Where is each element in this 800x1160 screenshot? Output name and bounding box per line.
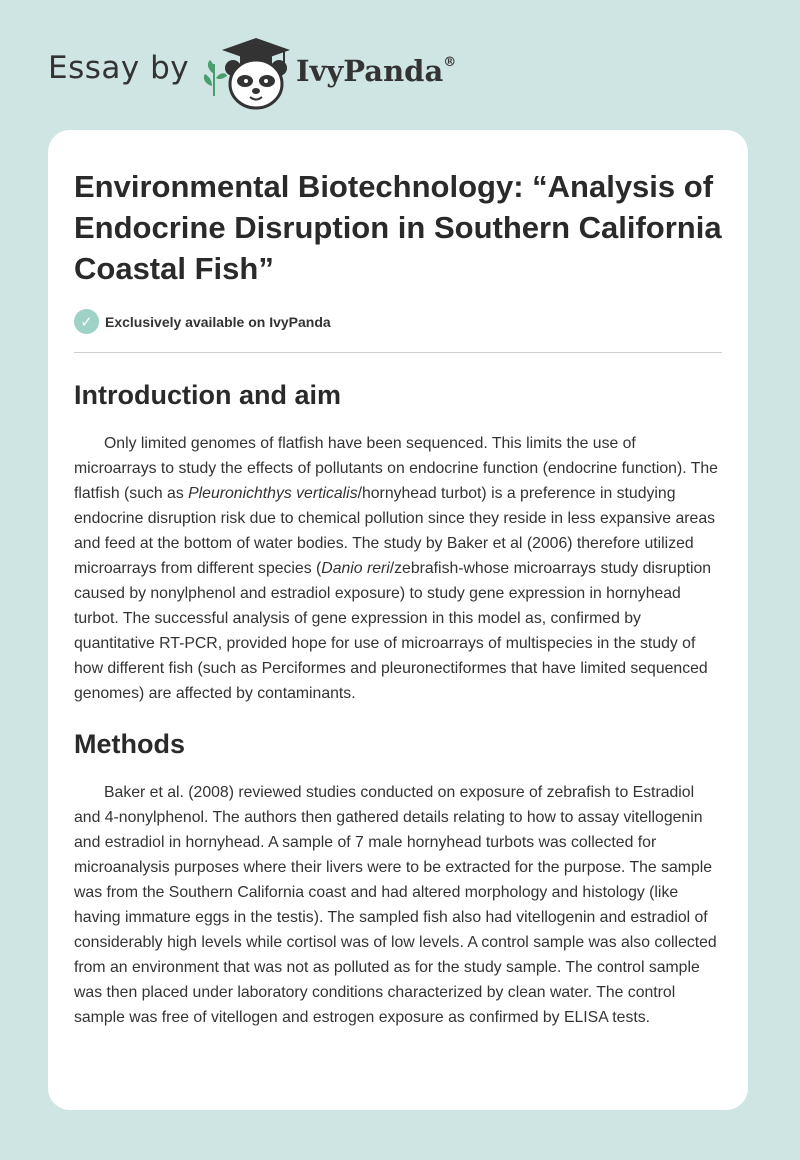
section-paragraph-introduction: Only limited genomes of flatfish have been sequenced. This limits the use of microarrays to study the effects of pollutants on endocrine function (endocrine function). The flatfish (such as Pleuronichthys verticalis/hornyhead turbot) is a preference in studying endocrine disruption risk due to chemical pollution since they reside in less expansive areas and feed at the bottom of water bodies. The study by Baker et al (2006) therefore utilized microarrays from different species (Danio reri/zebrafish-whose microarrays study disruption caused by nonylphenol and estradiol exposure) to study gene expression in hornyhead turbot. The successful analysis of gene expression in this model as, confirmed by quantitative RT-PCR, provided hope for use of microarrays of multispecies in the study of how different fish (such as Perciformes and pleuronectiformes that have limited sequenced genomes) are affected by contaminants. [74, 435, 718, 702]
article-card [48, 130, 748, 1110]
panda-graduate-icon[interactable] [200, 34, 292, 112]
exclusive-label: Exclusively available on IvyPanda [105, 313, 331, 330]
divider [74, 352, 722, 353]
section-heading-methods: Methods [74, 729, 185, 759]
section-paragraph-methods: Baker et al. (2008) reviewed studies conducted on exposure of zebrafish to Estradiol and 4-nonylphenol. The authors then gathered details relating to how to assay vitellogenin and estradiol in hornyhead. A sample of 7 male hornyhead turbots was collected for microanalysis purposes where their livers were to be extracted for the purpose. The sample was from the Southern California coast and had altered morphology and histology (like having immature eggs in the testis). The sampled fish also had vitellogenin and estradiol of considerably high levels while cortisol was of low levels. A control sample was also collected from an environment that was not as polluted as for the study sample. The control sample was then placed under laboratory conditions characterized by clean water. The control sample was free of vitellogen and estrogen exposure as confirmed by ELISA tests. [74, 784, 717, 1026]
brand-name[interactable]: IvyPanda® [296, 54, 457, 88]
section-heading-introduction: Introduction and aim [74, 380, 341, 410]
check-circle-icon: ✓ [74, 309, 99, 334]
brand-prefix: Essay by [48, 50, 190, 86]
exclusive-badge [74, 309, 722, 334]
article-title: Environmental Biotechnology: “Analysis of Endocrine Disruption in Southern California Coastal Fish” [74, 169, 722, 286]
site-header [0, 0, 800, 130]
